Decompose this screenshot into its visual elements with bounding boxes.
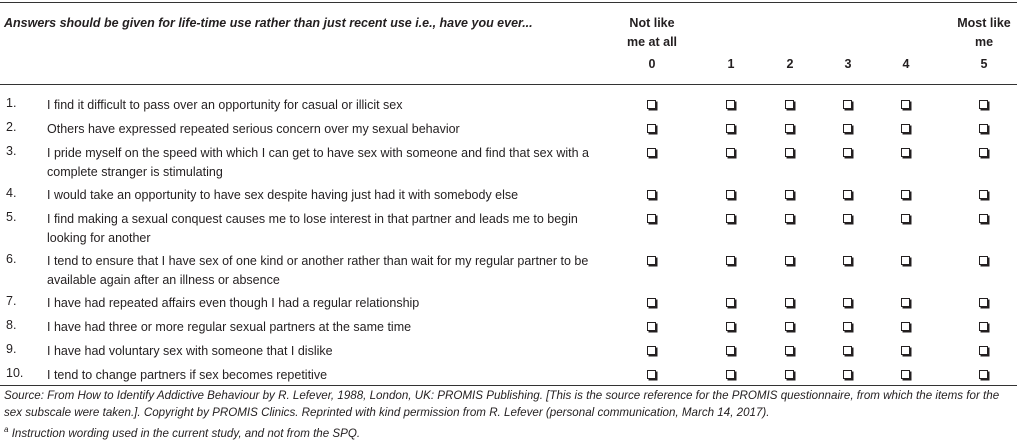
checkbox-icon[interactable]: [843, 124, 852, 133]
checkbox-icon[interactable]: [843, 214, 852, 223]
checkbox-icon[interactable]: [843, 298, 852, 307]
checkbox-icon[interactable]: [647, 298, 656, 307]
checkbox-icon[interactable]: [785, 124, 794, 133]
checkbox-icon[interactable]: [901, 148, 910, 157]
checkbox-icon[interactable]: [785, 100, 794, 109]
checkbox-icon[interactable]: [979, 370, 988, 379]
item-text: I have had repeated affairs even though I had a regular relationship: [47, 296, 420, 310]
checkbox-icon[interactable]: [843, 148, 852, 157]
item-text: Others have expressed repeated serious concern over my sexual behavior: [47, 122, 460, 136]
checkbox-icon[interactable]: [726, 148, 735, 157]
checkbox-icon[interactable]: [901, 214, 910, 223]
checkbox-icon[interactable]: [979, 148, 988, 157]
scale-point-1: 1: [727, 57, 735, 71]
checkbox-icon[interactable]: [843, 100, 852, 109]
checkbox-icon[interactable]: [647, 124, 656, 133]
checkbox-icon[interactable]: [979, 100, 988, 109]
checkbox-icon[interactable]: [647, 100, 656, 109]
scale-point-2: 2: [786, 57, 794, 71]
checkbox-icon[interactable]: [726, 298, 735, 307]
checkbox-icon[interactable]: [979, 124, 988, 133]
checkbox-icon[interactable]: [647, 256, 656, 265]
checkbox-icon[interactable]: [979, 322, 988, 331]
checkbox-icon[interactable]: [726, 346, 735, 355]
item-number: 4.: [6, 186, 17, 200]
footnote-marker: a: [4, 425, 9, 434]
item-number: 3.: [6, 144, 17, 158]
item-text: I pride myself on the speed with which I can get to have sex with someone and find that sex with a complete stranger is stimulating: [47, 146, 589, 179]
checkbox-icon[interactable]: [901, 298, 910, 307]
item-number: 8.: [6, 318, 17, 332]
scale-point-4: 4: [902, 57, 910, 71]
item-text: I would take an opportunity to have sex despite having just had it with somebody else: [47, 188, 519, 202]
item-number: 9.: [6, 342, 17, 356]
checkbox-icon[interactable]: [901, 322, 910, 331]
checkbox-icon[interactable]: [647, 370, 656, 379]
checkbox-icon[interactable]: [901, 100, 910, 109]
checkbox-icon[interactable]: [647, 190, 656, 199]
checkbox-icon[interactable]: [843, 346, 852, 355]
checkbox-icon[interactable]: [979, 256, 988, 265]
source-footnote: Source: From How to Identify Addictive Behaviour by R. Lefever, 1988, London, UK: PROMIS Publishing. [This is the source reference for the PROMIS questionnaire, from which the items for the sex subscale were taken.]. Copyright by PROMIS Clinics. Reprinted with kind permission from R. Lefever (personal communication, March 14, 2017).: [4, 389, 1000, 419]
checkbox-icon[interactable]: [647, 322, 656, 331]
header-rule: [0, 84, 1017, 85]
checkbox-icon[interactable]: [843, 322, 852, 331]
checkbox-icon[interactable]: [726, 190, 735, 199]
checkbox-icon[interactable]: [901, 124, 910, 133]
checkbox-icon[interactable]: [647, 148, 656, 157]
checkbox-icon[interactable]: [901, 190, 910, 199]
checkbox-icon[interactable]: [785, 256, 794, 265]
scale-label-high: [944, 14, 1017, 52]
checkbox-icon[interactable]: [785, 370, 794, 379]
checkbox-icon[interactable]: [843, 370, 852, 379]
checkbox-icon[interactable]: [843, 256, 852, 265]
scale-label-low-line1: Not like: [629, 16, 675, 30]
checkbox-icon[interactable]: [785, 346, 794, 355]
bottom-rule: [0, 385, 1017, 386]
checkbox-icon[interactable]: [726, 322, 735, 331]
checkbox-icon[interactable]: [979, 190, 988, 199]
scale-label-low: [612, 14, 692, 52]
checkbox-icon[interactable]: [726, 256, 735, 265]
checkbox-icon[interactable]: [726, 214, 735, 223]
top-rule: [0, 2, 1017, 3]
checkbox-icon[interactable]: [785, 322, 794, 331]
item-number: 6.: [6, 252, 17, 266]
item-number: 1.: [6, 96, 17, 110]
scale-label-high-line2: me: [974, 35, 994, 49]
item-number: 7.: [6, 294, 17, 308]
checkbox-icon[interactable]: [979, 346, 988, 355]
checkbox-icon[interactable]: [647, 346, 656, 355]
scale-point-0: 0: [648, 57, 656, 71]
checkbox-icon[interactable]: [843, 190, 852, 199]
checkbox-icon[interactable]: [785, 298, 794, 307]
header-question: Answers should be given for life-time use rather than just recent use i.e., have you ever...: [4, 16, 533, 30]
checkbox-icon[interactable]: [901, 346, 910, 355]
footnote-text: Instruction wording used in the current study, and not from the SPQ.: [11, 426, 361, 440]
item-number: 2.: [6, 120, 17, 134]
item-text: I find making a sexual conquest causes me to lose interest in that partner and leads me to begin looking for another: [47, 212, 578, 245]
checkbox-icon[interactable]: [726, 370, 735, 379]
checkbox-icon[interactable]: [785, 190, 794, 199]
item-number: 10.: [6, 366, 24, 380]
checkbox-icon[interactable]: [785, 214, 794, 223]
item-text: I have had voluntary sex with someone that I dislike: [47, 344, 333, 358]
item-text: I have had three or more regular sexual partners at the same time: [47, 320, 412, 334]
item-text: I find it difficult to pass over an opportunity for casual or illicit sex: [47, 98, 403, 112]
scale-point-5: 5: [980, 57, 988, 71]
checkbox-icon[interactable]: [901, 370, 910, 379]
checkbox-icon[interactable]: [979, 298, 988, 307]
scale-point-3: 3: [844, 57, 852, 71]
item-text: I tend to change partners if sex becomes repetitive: [47, 368, 328, 382]
scale-label-high-line1: Most like: [957, 16, 1011, 30]
checkbox-icon[interactable]: [647, 214, 656, 223]
checkbox-icon[interactable]: [979, 214, 988, 223]
item-text: I tend to ensure that I have sex of one kind or another rather than wait for my regular partner to be available again after an illness or absence: [47, 254, 589, 287]
checkbox-icon[interactable]: [785, 148, 794, 157]
checkbox-icon[interactable]: [901, 256, 910, 265]
item-number: 5.: [6, 210, 17, 224]
scale-label-low-line2: me at all: [626, 35, 678, 49]
checkbox-icon[interactable]: [726, 100, 735, 109]
checkbox-icon[interactable]: [726, 124, 735, 133]
instruction-footnote: [4, 422, 1009, 442]
